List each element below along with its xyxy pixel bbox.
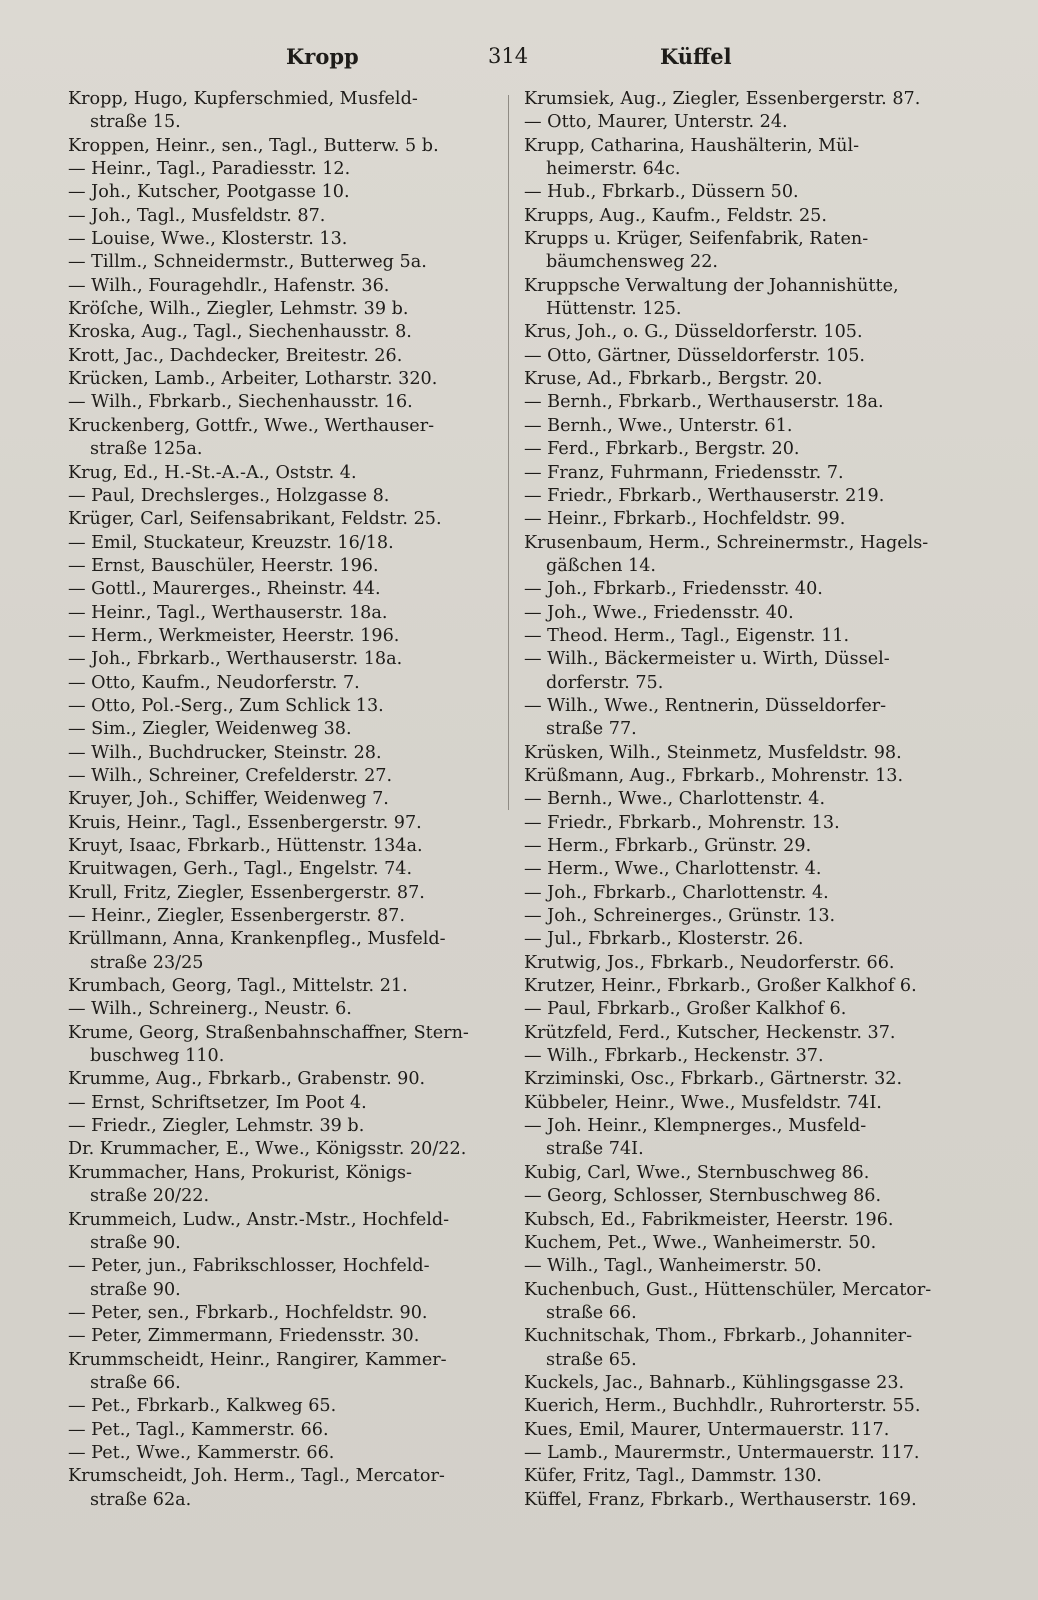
directory-entry-line: — Herm., Werkmeister, Heerstr. 196. (68, 625, 400, 646)
directory-entry-line: Krutwig, Jos., Fbrkarb., Neudorferstr. 66. (524, 952, 895, 973)
directory-entry-line: — Otto, Kaufm., Neudorferstr. 7. (68, 672, 360, 693)
directory-entry-line: — Otto, Maurer, Unterstr. 24. (524, 112, 788, 133)
directory-entry-line: — Otto, Gärtner, Düsseldorferstr. 105. (524, 345, 866, 366)
directory-entry-line: — Gottl., Maurerges., Rheinstr. 44. (68, 579, 381, 600)
directory-entry-line: — Theod. Herm., Tagl., Eigenstr. 11. (524, 625, 850, 646)
directory-entry-line: Krug, Ed., H.-St.-A.-A., Oststr. 4. (68, 462, 357, 483)
directory-entry-line: — Joh., Fbrkarb., Friedensstr. 40. (524, 579, 823, 600)
directory-entry-line: Krumbach, Georg, Tagl., Mittelstr. 21. (68, 976, 408, 997)
directory-entry-line: Kruse, Ad., Fbrkarb., Bergstr. 20. (524, 369, 823, 390)
directory-entry-line: Krus, Joh., o. G., Düsseldorferstr. 105. (524, 322, 863, 343)
directory-entry-line: — Peter, sen., Fbrkarb., Hochfeldstr. 90. (68, 1302, 428, 1323)
directory-entry-line: — Wilh., Fouragehdlr., Hafenstr. 36. (68, 275, 390, 296)
directory-entry-line: Kruyer, Joh., Schiffer, Weidenweg 7. (68, 789, 389, 810)
directory-entry-line: Küffel, Franz, Fbrkarb., Werthauserstr. 169. (524, 1489, 917, 1510)
directory-entry-line: Kruyt, Isaac, Fbrkarb., Hüttenstr. 134a. (68, 836, 423, 856)
directory-entry-line: — Joh., Fbrkarb., Charlottenstr. 4. (524, 882, 829, 903)
directory-entry-line: Krziminski, Osc., Fbrkarb., Gärtnerstr. 32. (524, 1069, 903, 1090)
directory-entry-line: straße 90. (90, 1232, 181, 1253)
directory-entry-line: Kropp, Hugo, Kupferschmied, Musfeld- (68, 89, 418, 109)
directory-entry-line: Kroppen, Heinr., sen., Tagl., Butterw. 5 b. (68, 135, 439, 156)
directory-entry-line: — Bernh., Wwe., Charlottenstr. 4. (524, 789, 826, 810)
directory-entry-line: Kruckenberg, Gottfr., Wwe., Werthauser- (68, 415, 435, 436)
directory-entry-line: — Wilh., Fbrkarb., Heckenstr. 37. (524, 1046, 824, 1067)
directory-entry-line: Kubsch, Ed., Fabrikmeister, Heerstr. 196. (524, 1209, 894, 1230)
directory-entry-line: — Joh., Wwe., Friedensstr. 40. (524, 602, 794, 623)
column-divider (508, 95, 509, 810)
directory-entry-line: Krupps, Aug., Kaufm., Feldstr. 25. (524, 205, 827, 226)
directory-entry-line: gäßchen 14. (546, 555, 657, 576)
directory-entry-line: straße 77. (546, 719, 637, 740)
directory-entry-line: straße 20/22. (90, 1186, 210, 1207)
directory-entry-line: — Lamb., Maurermstr., Untermauerstr. 117. (524, 1442, 920, 1463)
directory-entry-line: — Heinr., Ziegler, Essenbergerstr. 87. (68, 906, 405, 927)
directory-entry-line: buschweg 110. (90, 1046, 225, 1067)
directory-entry-line: Krumscheidt, Joh. Herm., Tagl., Mercator- (68, 1466, 445, 1487)
directory-entry-line: — Jul., Fbrkarb., Klosterstr. 26. (524, 929, 804, 950)
directory-entry-line: Krull, Fritz, Ziegler, Essenbergerstr. 87. (68, 882, 425, 903)
directory-entry-line: Krummacher, Hans, Prokurist, Königs- (68, 1162, 412, 1183)
directory-entry-line: Krutzer, Heinr., Fbrkarb., Großer Kalkhof 6. (524, 976, 917, 997)
directory-entry-line: — Joh. Heinr., Klempnerges., Musfeld- (524, 1116, 867, 1137)
directory-entry-line: Krume, Georg, Straßenbahnschaffner, Stern- (68, 1022, 469, 1043)
directory-entry-line: — Georg, Schlosser, Sternbuschweg 86. (524, 1186, 882, 1207)
directory-entry-line: Krüger, Carl, Seifensabrikant, Feldstr. 25. (68, 509, 442, 530)
left-column (68, 88, 500, 1512)
directory-entry-line: — Heinr., Tagl., Werthauserstr. 18a. (68, 602, 388, 623)
directory-entry-line: — Joh., Schreinerges., Grünstr. 13. (524, 906, 836, 927)
directory-entry-line: — Bernh., Wwe., Unterstr. 61. (524, 415, 793, 436)
directory-entry-line: Krüllmann, Anna, Krankenpfleg., Musfeld- (68, 929, 446, 950)
directory-entry-line: — Joh., Tagl., Musfeldstr. 87. (68, 205, 326, 226)
page-number: 314 (488, 44, 529, 68)
directory-entry-line: — Wilh., Bäckermeister u. Wirth, Düssel- (524, 649, 890, 670)
directory-entry-line: straße 62a. (90, 1489, 192, 1510)
directory-entry-line: — Otto, Pol.-Serg., Zum Schlick 13. (68, 695, 384, 716)
header-first-name: Kropp (286, 44, 359, 69)
directory-entry-line: — Friedr., Fbrkarb., Mohrenstr. 13. (524, 812, 840, 833)
directory-entry-line: Kruis, Heinr., Tagl., Essenbergerstr. 97. (68, 812, 422, 833)
directory-entry-line: — Herm., Fbrkarb., Grünstr. 29. (524, 836, 812, 856)
directory-entry-line: — Pet., Fbrkarb., Kalkweg 65. (68, 1396, 337, 1417)
directory-entry-line: — Peter, jun., Fabrikschlosser, Hochfeld- (68, 1256, 430, 1277)
directory-entry-line: bäumchensweg 22. (546, 252, 719, 273)
directory-entry-line: straße 90. (90, 1279, 181, 1300)
directory-entry-line: straße 15. (90, 112, 181, 133)
directory-entry-line: — Paul, Fbrkarb., Großer Kalkhof 6. (524, 999, 847, 1020)
directory-entry-line: Kuchenbuch, Gust., Hüttenschüler, Mercator- (524, 1279, 932, 1300)
directory-entry-line: Kues, Emil, Maurer, Untermauerstr. 117. (524, 1419, 890, 1440)
directory-entry-line: — Joh., Kutscher, Pootgasse 10. (68, 182, 350, 203)
directory-entry-line: Kübbeler, Heinr., Wwe., Musfeldstr. 74I. (524, 1092, 882, 1113)
directory-entry-line: — Sim., Ziegler, Weidenweg 38. (68, 719, 352, 740)
directory-entry-line: Küfer, Fritz, Tagl., Dammstr. 130. (524, 1466, 822, 1487)
directory-entry-line: Krücken, Lamb., Arbeiter, Lotharstr. 320. (68, 369, 438, 390)
directory-entry-line: — Ernst, Bauschüler, Heerstr. 196. (68, 555, 379, 576)
directory-entry-line: Krüßmann, Aug., Fbrkarb., Mohrenstr. 13. (524, 765, 904, 786)
directory-entry-line: Krummscheidt, Heinr., Rangirer, Kammer- (68, 1349, 447, 1370)
directory-entry-line: Krumsiek, Aug., Ziegler, Essenbergerstr. 87. (524, 89, 921, 109)
directory-entry-line: — Bernh., Fbrkarb., Werthauserstr. 18a. (524, 392, 884, 413)
directory-entry-line: straße 74I. (546, 1139, 644, 1160)
directory-entry-line: Krupps u. Krüger, Seifenfabrik, Raten- (524, 229, 869, 250)
directory-entry-line: Kruitwagen, Gerh., Tagl., Engelstr. 74. (68, 859, 413, 880)
directory-entry-line: — Wilh., Schreiner, Crefelderstr. 27. (68, 765, 393, 786)
directory-entry-line: Kuerich, Herm., Buchhdlr., Ruhrorterstr. 55. (524, 1396, 921, 1417)
directory-entry-line: — Friedr., Ziegler, Lehmstr. 39 b. (68, 1116, 365, 1137)
right-column (524, 88, 964, 1512)
directory-entry-line: — Pet., Wwe., Kammerstr. 66. (68, 1442, 335, 1463)
directory-entry-line: — Herm., Wwe., Charlottenstr. 4. (524, 859, 822, 880)
directory-entry-line: Kröſche, Wilh., Ziegler, Lehmstr. 39 b. (68, 299, 409, 320)
page-header (0, 44, 1038, 74)
directory-entry-line: Krüsken, Wilh., Steinmetz, Musfeldstr. 98. (524, 742, 902, 763)
header-last-name: Küffel (660, 44, 732, 69)
directory-entry-line: — Ernst, Schriftsetzer, Im Poot 4. (68, 1092, 367, 1113)
directory-entry-line: Kroska, Aug., Tagl., Siechenhausstr. 8. (68, 322, 412, 343)
directory-entry-line: Dr. Krummacher, E., Wwe., Königsstr. 20/22. (68, 1139, 467, 1160)
directory-entry-line: — Peter, Zimmermann, Friedensstr. 30. (68, 1326, 420, 1347)
directory-entry-line: Krummeich, Ludw., Anstr.-Mstr., Hochfeld- (68, 1209, 450, 1230)
directory-entry-line: Kuckels, Jac., Bahnarb., Kühlingsgasse 23. (524, 1372, 905, 1393)
directory-entry-line: — Paul, Drechslerges., Holzgasse 8. (68, 485, 390, 506)
directory-entry-line: straße 125a. (90, 439, 203, 460)
directory-entry-line: — Franz, Fuhrmann, Friedensstr. 7. (524, 462, 844, 483)
directory-entry-line: — Wilh., Buchdrucker, Steinstr. 28. (68, 742, 382, 763)
directory-entry-line: Kuchnitschak, Thom., Fbrkarb., Johanniter- (524, 1326, 913, 1347)
directory-entry-line: heimerstr. 64c. (546, 159, 681, 180)
directory-entry-line: Krott, Jac., Dachdecker, Breitestr. 26. (68, 345, 403, 366)
directory-entry-line: Kruppsche Verwaltung der Johannishütte, (524, 275, 899, 296)
directory-entry-line: — Louise, Wwe., Klosterstr. 13. (68, 229, 348, 250)
directory-entry-line: — Heinr., Tagl., Paradiesstr. 12. (68, 159, 351, 180)
directory-entry-line: Kubig, Carl, Wwe., Sternbuschweg 86. (524, 1162, 870, 1183)
directory-entry-line: — Joh., Fbrkarb., Werthauserstr. 18a. (68, 649, 403, 670)
directory-entry-line: — Pet., Tagl., Kammerstr. 66. (68, 1419, 329, 1440)
directory-entry-line: Hüttenstr. 125. (546, 299, 682, 320)
directory-entry-line: Krützfeld, Ferd., Kutscher, Heckenstr. 37. (524, 1022, 896, 1043)
directory-entry-line: Kuchem, Pet., Wwe., Wanheimerstr. 50. (524, 1232, 877, 1253)
directory-entry-line: — Tillm., Schneidermstr., Butterweg 5a. (68, 252, 427, 273)
directory-entry-line: — Heinr., Fbrkarb., Hochfeldstr. 99. (524, 509, 846, 530)
directory-entry-line: straße 23/25 (90, 952, 204, 973)
directory-entry-line: dorferstr. 75. (546, 672, 664, 693)
directory-entry-line: — Ferd., Fbrkarb., Bergstr. 20. (524, 439, 800, 460)
directory-entry-line: — Wilh., Tagl., Wanheimerstr. 50. (524, 1256, 822, 1277)
directory-entry-line: — Wilh., Wwe., Rentnerin, Düsseldorfer- (524, 695, 887, 716)
directory-entry-line: — Wilh., Fbrkarb., Siechenhausstr. 16. (68, 392, 413, 413)
directory-entry-line: straße 66. (546, 1302, 637, 1323)
directory-entry-line: Krusenbaum, Herm., Schreinermstr., Hagels- (524, 532, 929, 553)
directory-entry-line: — Hub., Fbrkarb., Düssern 50. (524, 182, 799, 203)
directory-entry-line: Krupp, Catharina, Haushälterin, Mül- (524, 135, 860, 156)
directory-entry-line: straße 66. (90, 1372, 181, 1393)
directory-entry-line: — Wilh., Schreinerg., Neustr. 6. (68, 999, 352, 1020)
directory-entry-line: straße 65. (546, 1349, 637, 1370)
directory-entry-line: Krumme, Aug., Fbrkarb., Grabenstr. 90. (68, 1069, 426, 1090)
directory-entry-line: — Friedr., Fbrkarb., Werthauserstr. 219. (524, 485, 885, 506)
directory-entry-line: — Emil, Stuckateur, Kreuzstr. 16/18. (68, 532, 394, 553)
